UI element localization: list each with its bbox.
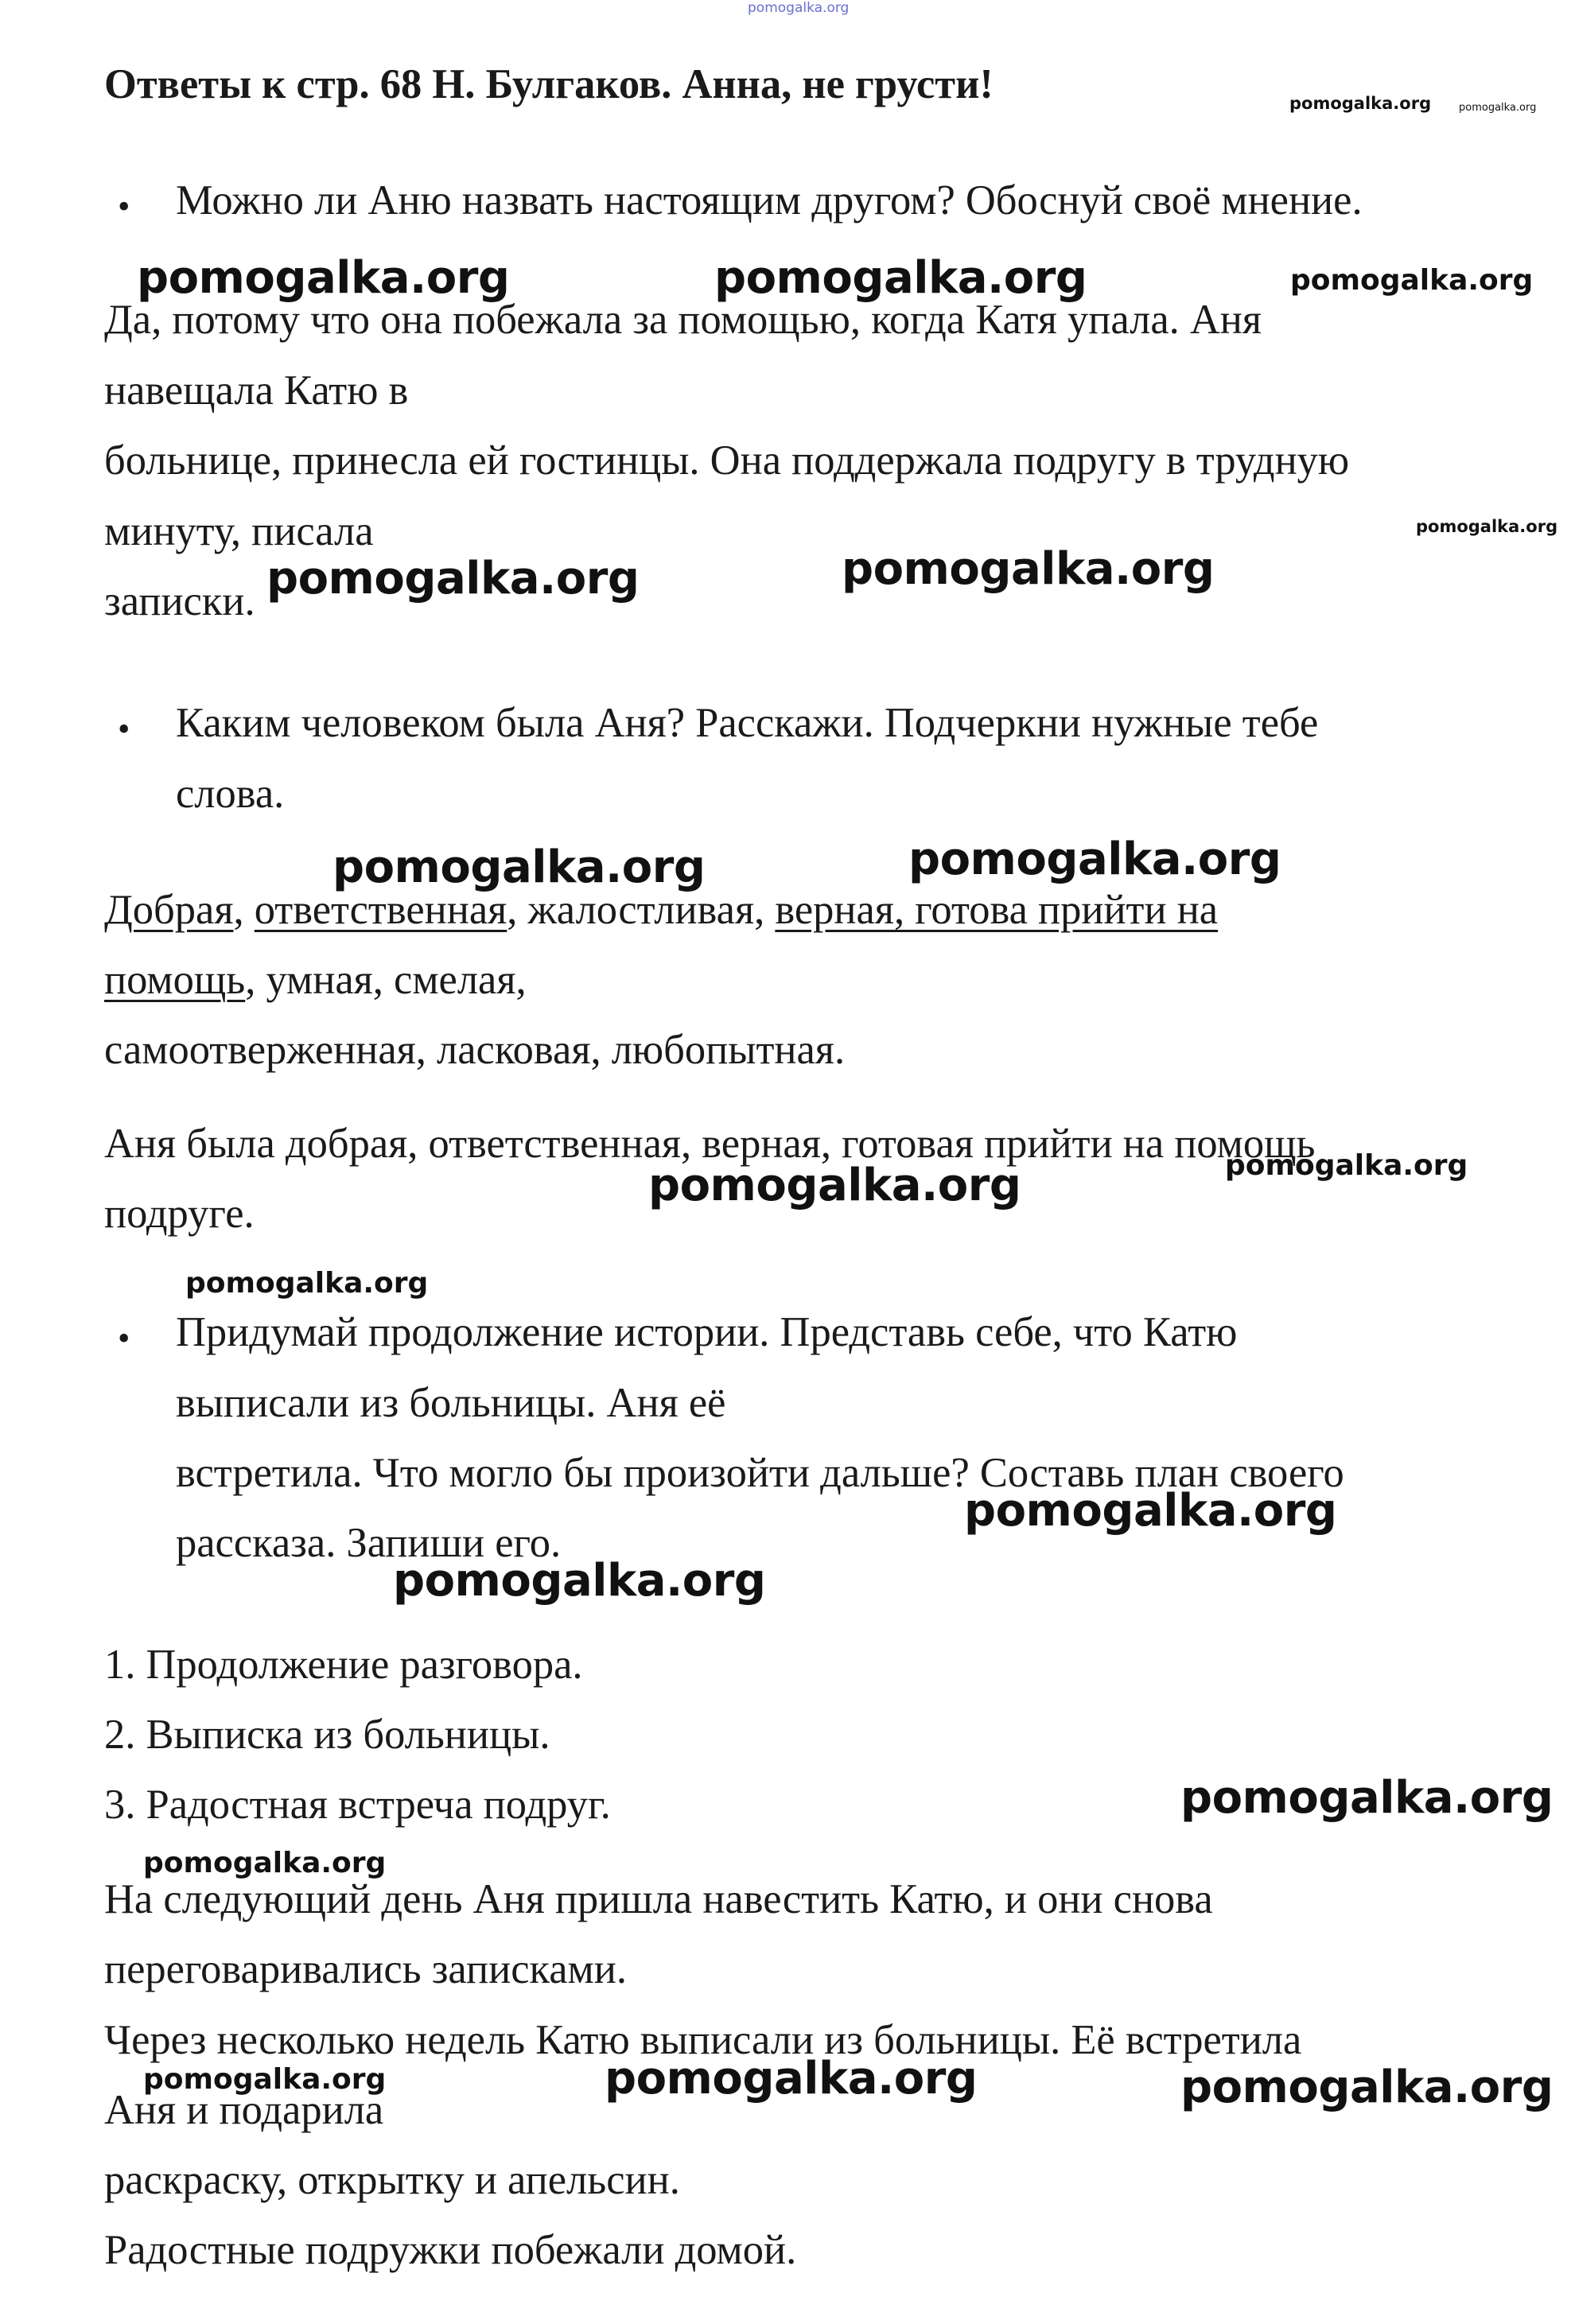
answer-1-line: минуту, писала	[104, 508, 374, 554]
question-1: Можно ли Аню назвать настоящим другом? Обоснуй своё мнение.	[176, 177, 1363, 223]
watermark: pomogalka.org	[185, 1267, 429, 1300]
bullet-icon: •	[118, 1319, 130, 1358]
plan-item: 3. Радостная встреча подруг.	[104, 1782, 611, 1828]
story-line: Через несколько недель Катю выписали из больницы. Её встретила	[104, 2017, 1302, 2063]
watermark: pomogalka.org	[1180, 2062, 1554, 2113]
watermark: pomogalka.org	[393, 1555, 766, 1607]
word-list-rest: , умная, смелая,	[245, 957, 527, 1003]
underlined-word: ответственная	[254, 887, 507, 933]
watermark: pomogalka.org	[1180, 1772, 1554, 1824]
watermark: pomogalka.org	[1289, 94, 1432, 113]
watermark: pomogalka.org	[143, 2063, 387, 2096]
story-line: переговаривались записками.	[104, 1946, 627, 1992]
watermark: pomogalka.org	[137, 252, 510, 304]
summary-line: подруге.	[104, 1191, 255, 1237]
watermark: pomogalka.org	[1225, 1149, 1468, 1182]
question-2-line: Каким человеком была Аня? Расскажи. Подчеркни нужные тебе	[176, 700, 1319, 746]
question-3-line: Придумай продолжение истории. Представь себе, что Катю	[176, 1309, 1238, 1355]
question-3-line: рассказа. Запиши его.	[176, 1520, 562, 1566]
watermark: pomogalka.org	[1459, 102, 1537, 114]
story-line: Радостные подружки побежали домой.	[104, 2227, 797, 2273]
watermark: pomogalka.org	[332, 841, 706, 893]
watermark: pomogalka.org	[842, 543, 1215, 595]
watermark: pomogalka.org	[1416, 517, 1558, 536]
separator: ,	[233, 887, 255, 933]
watermark: pomogalka.org	[648, 1160, 1021, 1211]
story-line: раскраску, открытку и апельсин.	[104, 2157, 680, 2203]
watermark: pomogalka.org	[714, 252, 1087, 304]
story-line: На следующий день Аня пришла навестить Катю, и они снова	[104, 1876, 1213, 1922]
word-list-line	[104, 889, 1218, 931]
summary-line: Аня была добрая, ответственная, верная, готовая прийти на помощь	[104, 1121, 1316, 1167]
word-list-line	[104, 959, 527, 1001]
bullet-icon: •	[118, 709, 130, 748]
watermark: pomogalka.org	[748, 0, 850, 16]
question-3-line: выписали из больницы. Аня её	[176, 1380, 726, 1426]
question-2-line: слова.	[176, 771, 285, 817]
watermark: pomogalka.org	[964, 1485, 1337, 1537]
page-title: Ответы к стр. 68 Н. Булгаков. Анна, не грусти!	[104, 61, 994, 107]
word-list-line: самоотверженная, ласковая, любопытная.	[104, 1027, 846, 1073]
underlined-word: помощь	[104, 957, 246, 1003]
plan-item: 2. Выписка из больницы.	[104, 1712, 550, 1758]
underlined-word: Добрая	[104, 887, 234, 933]
plan-item: 1. Продолжение разговора.	[104, 1642, 583, 1688]
answer-1-line: больнице, принесла ей гостинцы. Она поддержала подругу в трудную	[104, 437, 1350, 484]
watermark: pomogalka.org	[605, 2053, 978, 2104]
story-line: Аня и подарила	[104, 2087, 384, 2133]
watermark: pomogalka.org	[266, 553, 640, 604]
bullet-icon: •	[118, 187, 130, 226]
watermark: pomogalka.org	[143, 1847, 387, 1879]
answer-1-line: навещала Катю в	[104, 367, 409, 414]
answer-1-line: Да, потому что она побежала за помощью, когда Катя упала. Аня	[104, 297, 1262, 343]
question-3-line: встретила. Что могло бы произойти дальше? Составь план своего	[176, 1450, 1344, 1496]
watermark: pomogalka.org	[908, 834, 1281, 885]
watermark: pomogalka.org	[1290, 264, 1534, 297]
answer-1-line: записки.	[104, 578, 255, 624]
underlined-word: верная, готова прийти на	[775, 887, 1219, 933]
separator: , жалостливая,	[507, 887, 776, 933]
